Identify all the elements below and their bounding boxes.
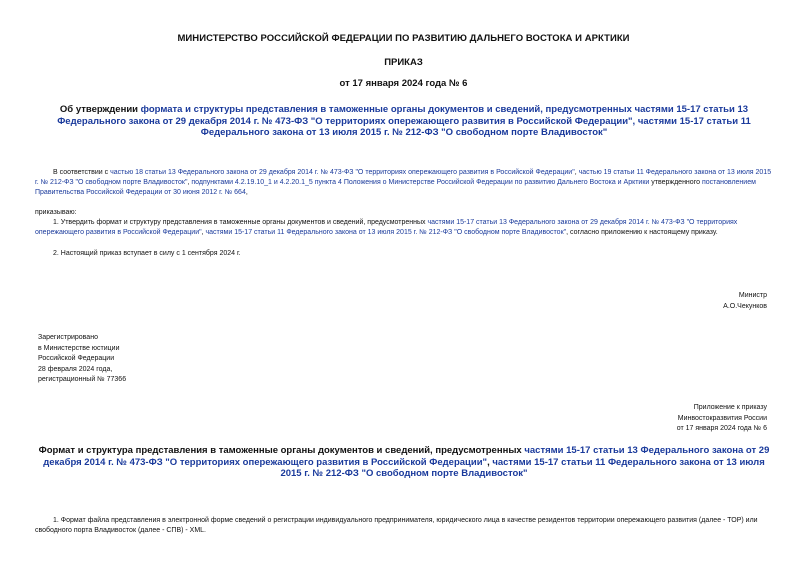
item1-text-3: , согласно приложению к настоящему приказу. [566, 229, 718, 237]
format-title-link-212fz[interactable]: частями 15-17 статьи 11 Федерального закона от 13 июля 2015 г. № 212-ФЗ "О свободном порте Владивосток" [280, 456, 765, 479]
title-link[interactable]: формата и структуры представления в таможенные органы документов и сведений, предусмотренных частями 15-17 статьи 13 Федерального закона от 29 декабря 2014 г. № 473-ФЗ "О территориях опережающего развития в Российской Федерации", частями 15-17 статьи 11 Федерального закона от 13 июля 2015 г. № 212-ФЗ "О свободном порте Владивосток" [57, 104, 751, 138]
format-title [34, 445, 774, 480]
signature-block [723, 290, 767, 312]
annex-line: Минвостокразвития России [677, 414, 767, 422]
order-word: приказываю: [35, 209, 77, 216]
preamble-text-1: В соответствии с [53, 169, 111, 176]
item1-text-2: , [201, 229, 206, 237]
preamble-text-3: , [187, 179, 192, 187]
preamble-text-4: утвержденного [649, 179, 702, 187]
signature-name: А.О.Чекунков [723, 303, 767, 310]
annex-block [677, 403, 767, 435]
preamble-paragraph [35, 168, 775, 199]
order-item-2: 2. Настоящий приказ вступает в силу с 1 сентября 2024 г. [53, 250, 241, 257]
registration-line: Зарегистрировано [38, 334, 98, 341]
document-date-number: от 17 января 2024 года № 6 [339, 78, 468, 89]
preamble-link-resolution[interactable]: постановлением Правительства Российской Федерации от 30 июня 2012 г. № 664 [35, 179, 756, 197]
preamble-link-212fz[interactable]: частью 19 статьи 11 Федерального закона от 13 июля 2015 г. № 212-ФЗ "О свободном порте Владивосток" [35, 169, 772, 187]
preamble-text-2: , [574, 169, 579, 176]
item1-link-212fz[interactable]: частями 15-17 статьи 11 Федерального закона от 13 июля 2015 г. № 212-ФЗ "О свободном порте Владивосток" [205, 229, 567, 237]
format-item-1: 1. Формат файла представления в электронной форме сведений о регистрации индивидуального предпринимателя, юридического лица в качестве резидентов территории опережающего развития (далее - ТОР) или свободного порта Владивосток (далее - СПВ) - XML. [35, 517, 758, 535]
order-item-1 [35, 218, 775, 238]
item1-text-1: 1. Утвердить формат и структуру представления в таможенные органы документов и сведений, предусмотренных [53, 219, 428, 226]
ministry-name: МИНИСТЕРСТВО РОССИЙСКОЙ ФЕДЕРАЦИИ ПО РАЗВИТИЮ ДАЛЬНЕГО ВОСТОКА И АРКТИКИ [177, 33, 630, 44]
registration-block [38, 333, 126, 386]
registration-line: в Министерстве юстиции [38, 344, 120, 352]
annex-line: Приложение к приказу [693, 404, 767, 411]
registration-line: 28 февраля 2024 года, [38, 365, 113, 373]
document-title [44, 104, 764, 139]
preamble-text-5: , [245, 189, 248, 197]
document-type: ПРИКАЗ [384, 57, 423, 68]
signature-position: Министр [738, 292, 767, 299]
registration-line: регистрационный № 77366 [38, 376, 127, 383]
item1-link-473fz[interactable]: частями 15-17 статьи 13 Федерального закона от 29 декабря 2014 г. № 473-ФЗ "О территориях опережающего развития в Российской Федерации" [35, 219, 738, 237]
title-text: Об утверждении [59, 104, 141, 115]
annex-line: от 17 января 2024 года № 6 [676, 425, 767, 432]
format-title-text-1: Формат и структура представления в таможенные органы документов и сведений, предусмотренных [38, 445, 525, 456]
registration-line: Российской Федерации [38, 355, 115, 362]
preamble-link-473fz[interactable]: частью 18 статьи 13 Федерального закона от 29 декабря 2014 г. № 473-ФЗ "О территориях опережающего развития в Российской Федерации" [110, 169, 575, 176]
preamble-link-regulation[interactable]: подпунктами 4.2.19.10_1 и 4.2.20.1_5 пункта 4 Положения о Министерстве Российской Федерации по развитию Дальнего Востока и Арктики [191, 179, 650, 187]
format-title-link-473fz[interactable]: частями 15-17 статьи 13 Федерального закона от 29 декабря 2014 г. № 473-ФЗ "О территориях опережающего развития в Российской Федерации" [43, 445, 770, 468]
format-title-text-2: , [487, 456, 493, 468]
